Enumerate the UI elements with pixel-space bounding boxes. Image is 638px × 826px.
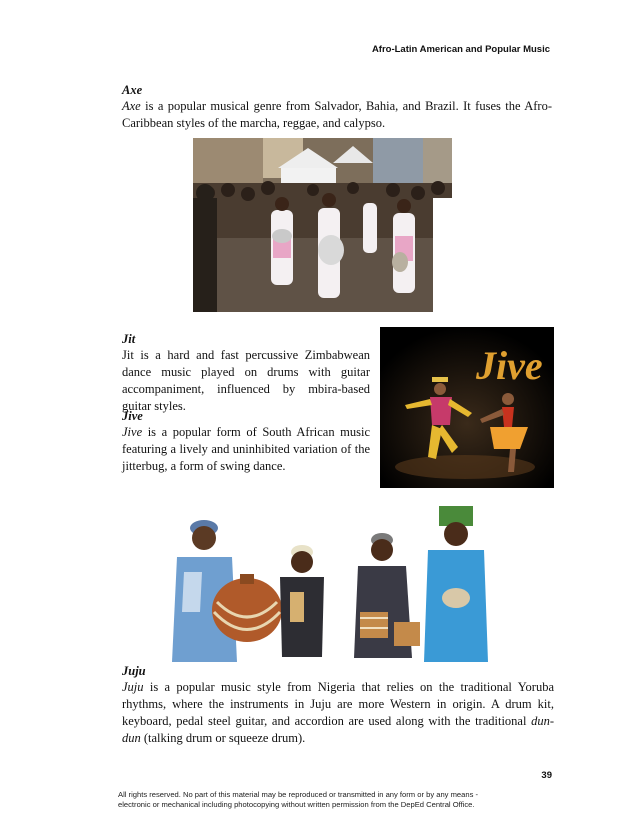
text-juju-2: (talking drum or squeeze drum).: [140, 731, 306, 745]
photo-axe-parade: [193, 138, 452, 312]
term-dun-dun: dun-dun: [122, 714, 554, 745]
heading-jive: Jive: [122, 409, 143, 423]
paragraph-axe: [122, 98, 552, 132]
heading-jit: Jit: [122, 332, 136, 346]
running-header: Afro-Latin American and Popular Music: [371, 44, 550, 55]
section-juju: [122, 664, 554, 747]
text-jive: is a popular form of South African music featuring a lively and uninhibited variation of the jitterbug, a form of swing dance.: [122, 425, 370, 473]
footer-line-1: All rights reserved. No part of this material may be reproduced or transmitted in any form or by any means -: [118, 790, 479, 799]
heading-juju: Juju: [122, 664, 146, 678]
term-juju: Juju: [122, 680, 144, 694]
photo-juju-drummers: [162, 502, 492, 662]
paragraph-jit: Jit is a hard and fast percussive Zimbabwean dance music played on drums with guitar accompaniment, influenced by mbira-based guitar styles.: [122, 348, 370, 413]
copyright-footer: [118, 790, 538, 810]
text-juju-1: is a popular music style from Nigeria that relies on the traditional Yoruba rhythms, where the instruments in Juju are more Western in origin. A drum kit, keyboard, pedal steel guitar, and accordion are used along with the traditional: [122, 680, 554, 728]
photo-jive-dancers: [380, 327, 554, 488]
gourd-drum: [212, 578, 282, 642]
jive-logo-text: Jive: [476, 343, 543, 388]
term-axe: Axe: [122, 99, 141, 113]
jive-illustration: [380, 327, 554, 488]
paragraph-juju: [122, 679, 554, 747]
paragraph-jive: [122, 424, 370, 475]
section-jive: [122, 409, 370, 475]
parade-illustration: [193, 138, 452, 312]
heading-axe: Axe: [122, 83, 143, 97]
page-number: 39: [541, 770, 552, 781]
drummers-illustration: [162, 502, 492, 662]
text-axe: is a popular musical genre from Salvador, Bahia, and Brazil. It fuses the Afro-Caribbean styles of the marcha, reggae, and calypso.: [122, 99, 552, 130]
term-jive: Jive: [122, 425, 143, 439]
footer-line-2: electronic or mechanical including photocopying without written permission from the DepEd Central Office.: [118, 800, 475, 809]
section-axe: [122, 83, 552, 132]
section-jit: [122, 332, 370, 415]
